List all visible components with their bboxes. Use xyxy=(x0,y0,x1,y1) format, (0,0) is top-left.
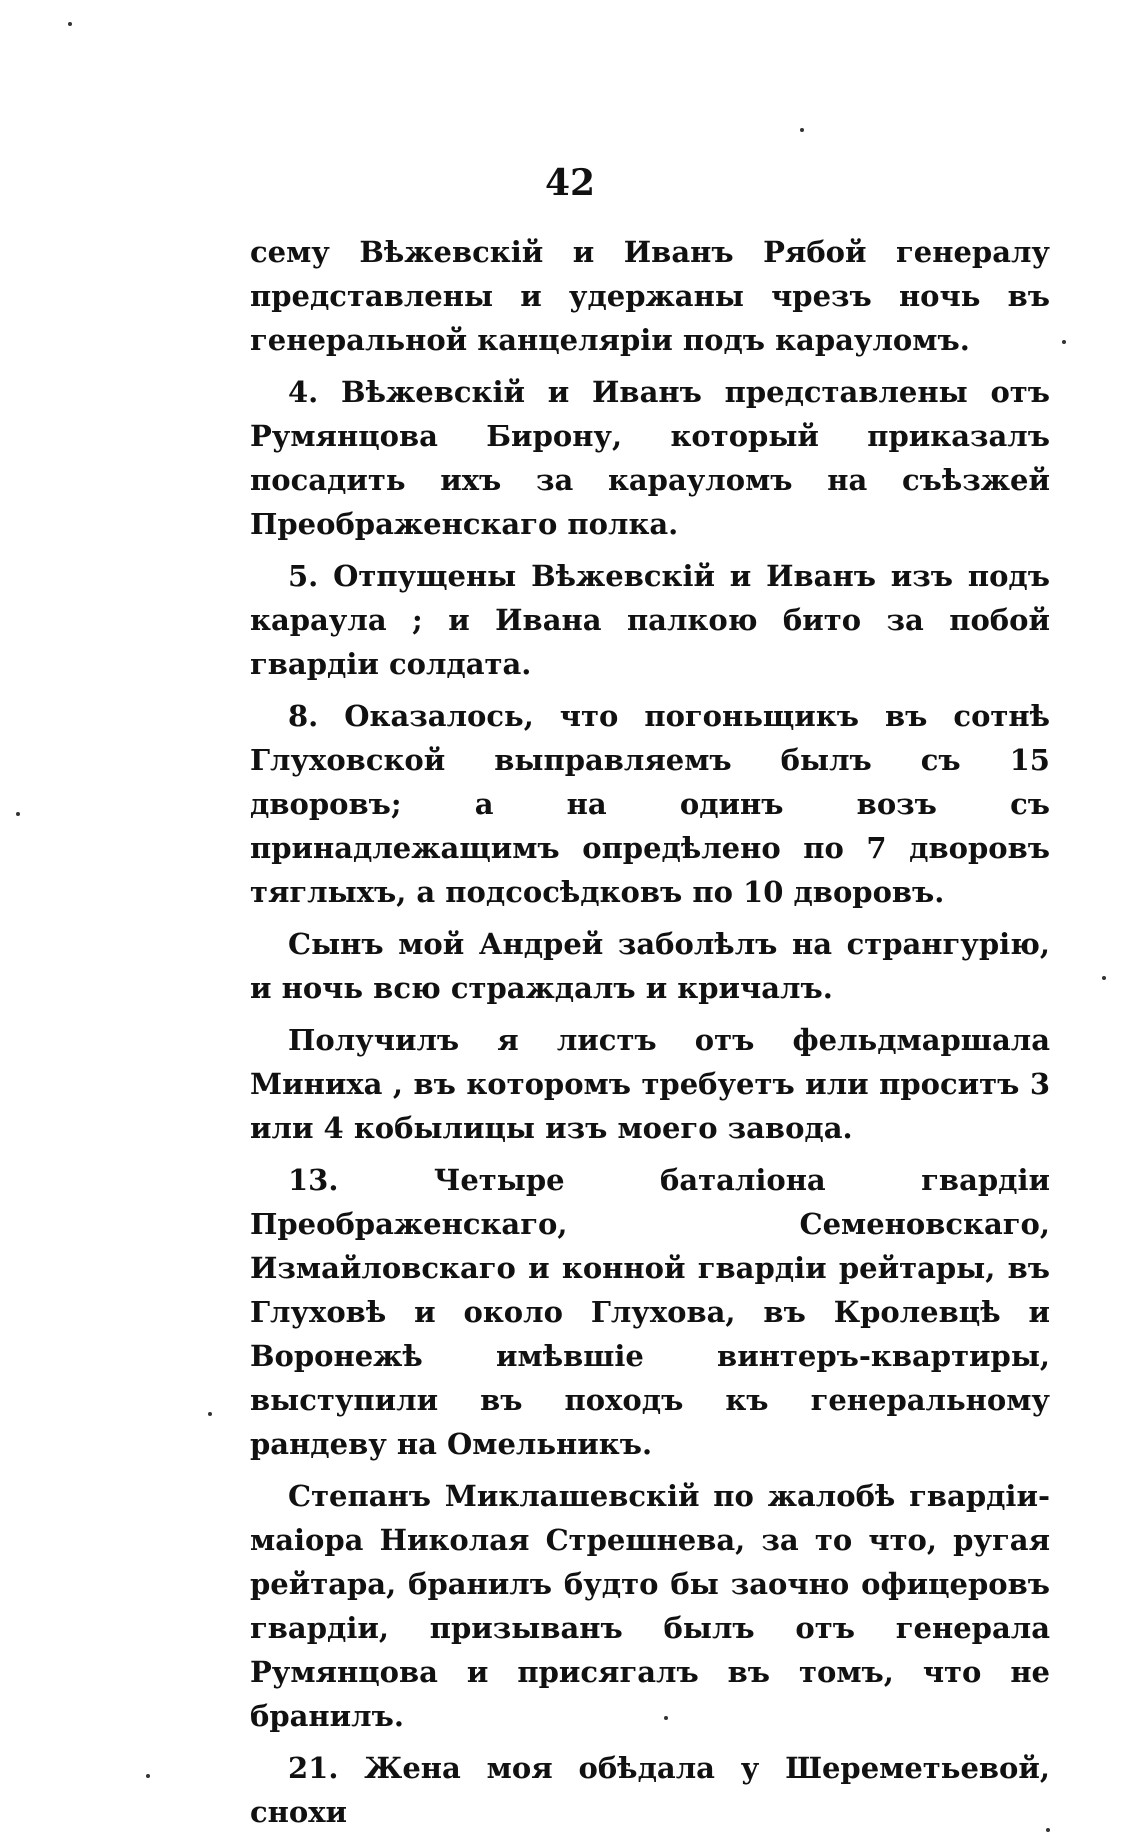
paragraph-2: 4. Вѣжевскій и Иванъ представлены отъ Румянцова Бирону, который приказалъ посадить ихъ за карауломъ на съѣзжей Преображенскаго полка. xyxy=(250,375,1050,541)
scan-speck xyxy=(1102,976,1106,980)
scan-speck xyxy=(800,128,804,132)
paragraph-5: Сынъ мой Андрей заболѣлъ на странгурію, и ночь всю страждалъ и кричалъ. xyxy=(250,927,1050,1005)
page-number: 42 xyxy=(544,162,596,204)
scan-speck xyxy=(1046,1828,1050,1832)
paragraph-9: 21. Жена моя обѣдала у Шереметьевой, снохи xyxy=(250,1751,1050,1829)
scan-speck xyxy=(664,1716,668,1720)
paragraph-4: 8. Оказалось, что погоньщикъ въ сотнѣ Глуховской выправляемъ былъ съ 15 дворовъ; а на одинъ возъ съ принадлежащимъ опредѣлено по 7 дворовъ тяглыхъ, а подсосѣдковъ по 10 дворовъ. xyxy=(250,699,1050,909)
scan-speck xyxy=(208,1412,212,1416)
scan-speck xyxy=(146,1774,150,1778)
paragraph-3: 5. Отпущены Вѣжевскій и Иванъ изъ подъ караула ; и Ивана палкою бито за побой гвардіи солдата. xyxy=(250,559,1050,681)
body-text xyxy=(250,230,1050,1842)
scan-speck xyxy=(16,812,20,816)
scan-speck xyxy=(1062,340,1066,344)
paragraph-8: Степанъ Миклашевскій по жалобѣ гвардіи-маіора Николая Стрешнева, за то что, ругая рейтара, бранилъ будто бы заочно офицеровъ гвардіи, призыванъ былъ отъ генерала Румянцова и присягалъ въ томъ, что не бранилъ. xyxy=(250,1479,1050,1733)
paragraph-6: Получилъ я листъ отъ фельдмаршала Миниха , въ которомъ требуетъ или проситъ 3 или 4 кобылицы изъ моего завода. xyxy=(250,1023,1050,1145)
paragraph-7: 13. Четыре баталіона гвардіи Преображенскаго, Семеновскаго, Измайловскаго и конной гвардіи рейтары, въ Глуховѣ и около Глухова, въ Кролевцѣ и Воронежѣ имѣвшіе винтеръ-квартиры, выступили въ походъ къ генеральному рандеву на Омельникъ. xyxy=(250,1163,1050,1461)
paragraph-1: сему Вѣжевскій и Иванъ Рябой генералу представлены и удержаны чрезъ ночь въ генеральной канцеляріи подъ карауломъ. xyxy=(250,235,1050,357)
scan-speck xyxy=(68,22,72,26)
